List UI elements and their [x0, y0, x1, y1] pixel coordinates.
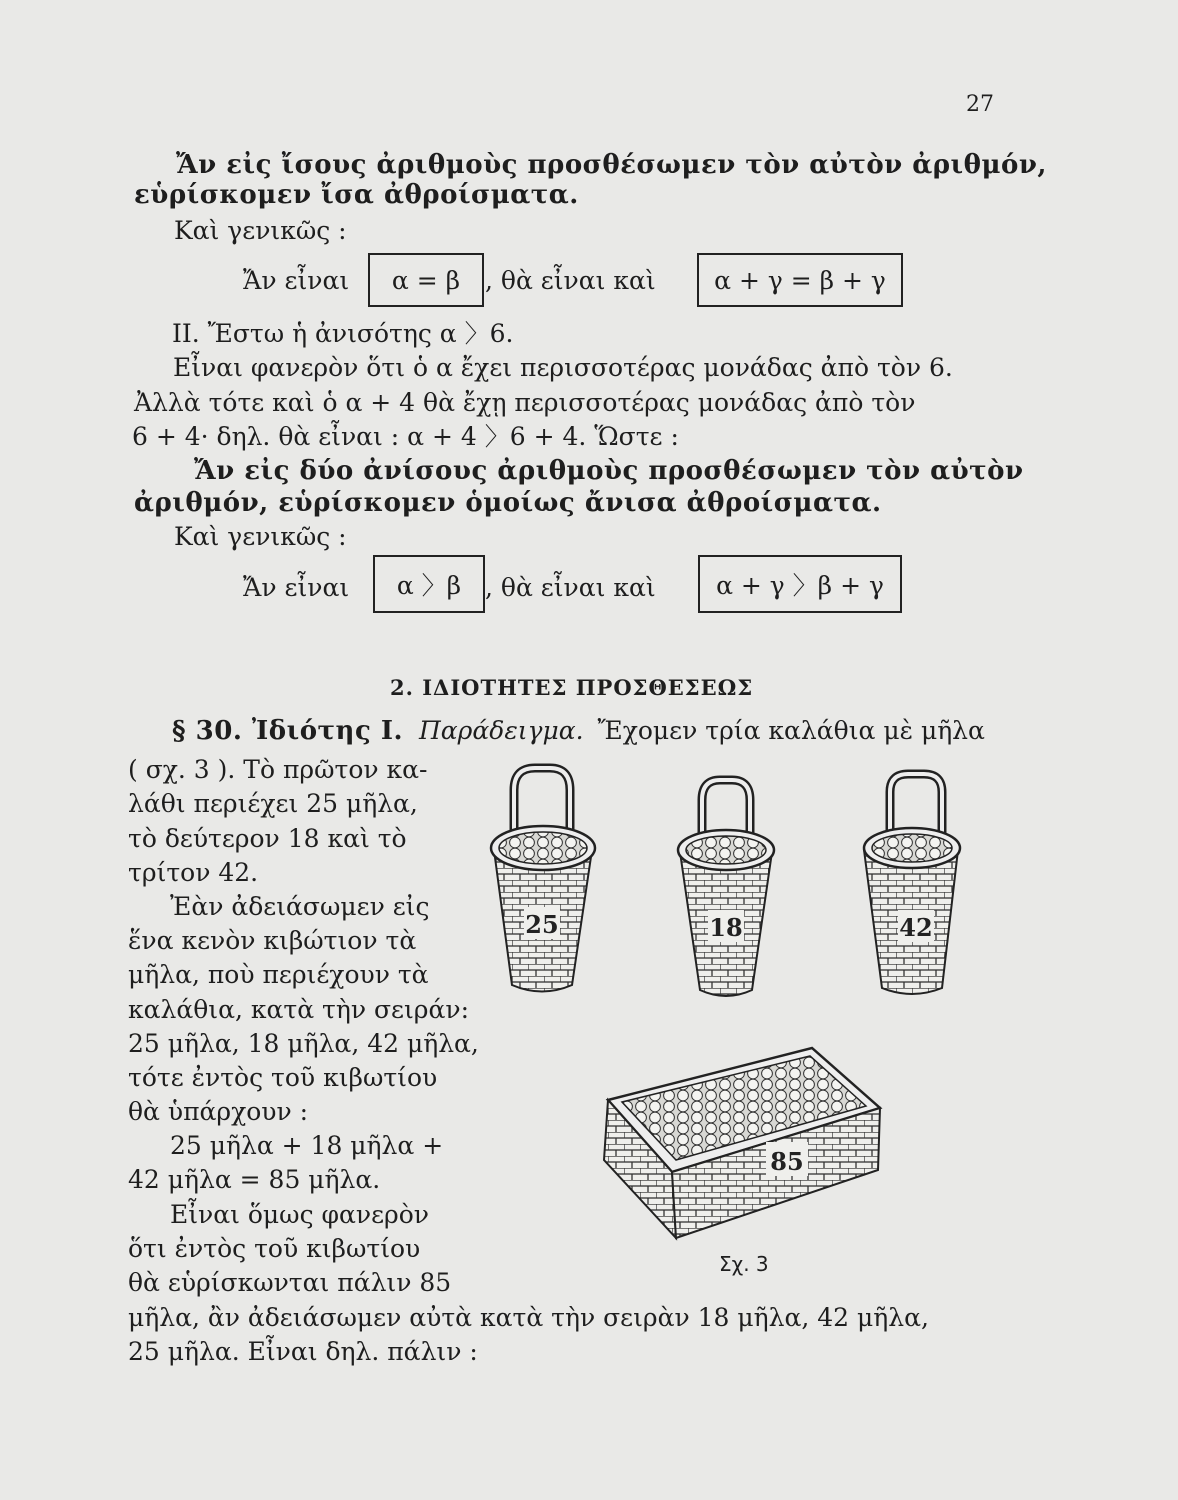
basket-3 [864, 774, 960, 994]
body-line-5: Ἐὰν ἀδειάσωμεν εἰς [170, 892, 430, 921]
formula2-box-left: α 〉β [373, 555, 485, 613]
body-line-11: θὰ ὑπάρχουν : [128, 1097, 309, 1126]
body-line-6: ἕνα κενὸν κιβώτιον τὰ [128, 926, 417, 955]
formula1-middle: , θὰ εἶναι καὶ [485, 266, 656, 295]
body-line-7: μῆλα, ποὺ περιέχουν τὰ [128, 960, 429, 989]
body-line-14: Εἶναι ὅμως φανερὸν [170, 1200, 429, 1229]
case2-paragraph-2: Ἀλλὰ τότε καὶ ὁ α + 4 θὰ ἔχῃ περισσοτέρας μονάδας ἀπὸ τὸν [134, 388, 916, 417]
body-line-10: τότε ἐντὸς τοῦ κιβωτίου [128, 1063, 438, 1092]
basket-1-label: 25 [525, 910, 559, 939]
body-line-16: θὰ εὑρίσκωνται πάλιν 85 [128, 1268, 452, 1297]
box-label: 85 [770, 1147, 804, 1176]
formula1-box-right: α + γ = β + γ [697, 253, 903, 307]
section30-rest: Ἔχομεν τρία καλάθια μὲ μῆλα [597, 716, 985, 745]
body-line-13: 42 μῆλα = 85 μῆλα. [128, 1165, 381, 1194]
section30-example: Παράδειγμα. [419, 716, 584, 745]
apple-box [604, 1048, 880, 1238]
body-line-4: τρίτον 42. [128, 858, 259, 887]
figure-baskets-and-box [480, 760, 980, 1280]
body-line-12: 25 μῆλα + 18 μῆλα + [170, 1131, 444, 1160]
case2-paragraph-3: 6 + 4· δηλ. θὰ εἶναι : α + 4 〉6 + 4. Ὥστε : [132, 422, 679, 451]
formula1-box-left: α = β [368, 253, 484, 307]
body-line-15: ὅτι ἐντὸς τοῦ κιβωτίου [128, 1234, 421, 1263]
section-heading: 2. ΙΔΙΟΤΗΤΕΣ ΠΡΟΣΘΕΣΕΩΣ [390, 675, 754, 700]
final-line-1: μῆλα, ἂν ἀδειάσωμεν αὐτὰ κατὰ τὴν σειρὰν 18 μῆλα, 42 μῆλα, [128, 1303, 929, 1332]
case2-paragraph-1: Εἶναι φανερὸν ὅτι ὁ α ἔχει περισσοτέρας μονάδας ἀπὸ τὸν 6. [173, 353, 953, 382]
generally-label-1: Καὶ γενικῶς : [174, 216, 347, 245]
figure-caption: Σχ. 3 [719, 1252, 769, 1276]
section30-label: § 30. Ἰδιότης I. [172, 716, 404, 746]
body-line-1: ( σχ. 3 ). Τὸ πρῶτον κα- [128, 755, 428, 784]
basket-2-label: 18 [709, 913, 743, 942]
body-line-8: καλάθια, κατὰ τὴν σειράν: [128, 995, 470, 1024]
basket-2 [678, 780, 774, 996]
basket-1 [491, 768, 595, 992]
formula2-box-right: α + γ 〉β + γ [698, 555, 902, 613]
final-line-2: 25 μῆλα. Εἶναι δηλ. πάλιν : [128, 1337, 478, 1366]
formula1-prefix: Ἄν εἶναι [243, 266, 350, 295]
page-number: 27 [966, 92, 994, 117]
rule2-line2: ἀριθμόν, εὑρίσκομεν ὁμοίως ἄνισα ἀθροίσματα. [134, 488, 882, 518]
generally-label-2: Καὶ γενικῶς : [174, 522, 347, 551]
body-line-2: λάθι περιέχει 25 μῆλα, [128, 789, 418, 818]
formula2-prefix: Ἄν εἶναι [243, 573, 350, 602]
body-line-9: 25 μῆλα, 18 μῆλα, 42 μῆλα, [128, 1029, 479, 1058]
rule1-line2: εὑρίσκομεν ἴσα ἀθροίσματα. [134, 180, 579, 210]
rule1-line1: Ἄν εἰς ἴσους ἀριθμοὺς προσθέσωμεν τὸν αὐτὸν ἀριθμόν, [176, 150, 1047, 180]
body-line-3: τὸ δεύτερον 18 καὶ τὸ [128, 824, 407, 853]
basket-3-label: 42 [899, 913, 933, 942]
case2-line: II. Ἔστω ἡ ἀνισότης α 〉6. [172, 319, 514, 348]
formula2-middle: , θὰ εἶναι καὶ [485, 573, 656, 602]
rule2-line1: Ἄν εἰς δύο ἀνίσους ἀριθμοὺς προσθέσωμεν τὸν αὐτὸν [194, 456, 1024, 486]
